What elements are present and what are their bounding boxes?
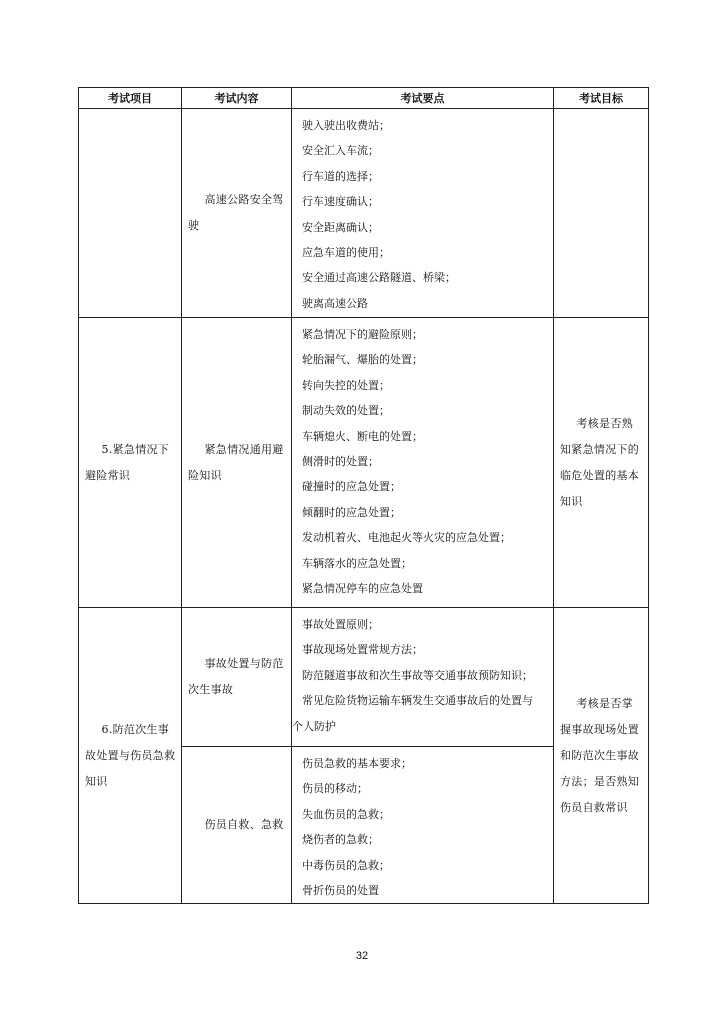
content-text: 伤员自救、急救 xyxy=(204,818,284,832)
table-row xyxy=(79,608,649,747)
goal-text: 考核是否熟知紧急情况下的临危处置的基本知识 xyxy=(560,416,640,508)
point-item: 安全距离确认； xyxy=(302,220,379,234)
point-item: 制动失效的处置； xyxy=(302,404,390,418)
content-text: 事故处置与防范次生事故 xyxy=(188,657,284,696)
point-item: 失血伤员的急救； xyxy=(302,807,390,821)
point-item: 发动机着火、电池起火等火灾的应急处置； xyxy=(302,531,511,545)
point-item: 车辆熄火、断电的处置； xyxy=(302,429,423,443)
point-item: 车辆落水的应急处置； xyxy=(302,556,412,570)
point-item: 应急车道的使用； xyxy=(302,246,390,260)
point-item: 转向失控的处置； xyxy=(302,378,390,392)
goal-cell xyxy=(554,318,649,608)
point-item: 侧滑时的处置； xyxy=(302,455,379,469)
point-item: 紧急情况下的避险原则； xyxy=(302,328,423,341)
point-item: 行车道的选择； xyxy=(302,169,379,183)
points-cell xyxy=(292,109,554,318)
point-item: 倾翻时的应急处置； xyxy=(302,505,401,519)
item-text: 6.防范次生事故处置与伤员急救知识 xyxy=(85,722,176,788)
point-item: 事故处置原则； xyxy=(302,618,379,631)
table-row xyxy=(79,109,649,318)
goal-text: 考核是否掌握事故现场处置和防范次生事故方法；是否熟知伤员自救常识 xyxy=(560,696,640,814)
point-item: 驶离高速公路 xyxy=(302,296,368,310)
content-cell xyxy=(182,747,292,904)
point-item: 中毒伤员的急救； xyxy=(302,858,390,872)
point-item: 驶入驶出收费站； xyxy=(302,119,390,132)
header-points: 考试要点 xyxy=(292,88,554,109)
goal-cell-empty xyxy=(554,109,649,318)
item-text: 5.紧急情况下避险常识 xyxy=(85,442,170,482)
point-item: 伤员的移动； xyxy=(302,782,368,796)
point-item: 防范隧道事故和次生事故等交通事故预防知识； xyxy=(302,668,533,682)
point-item: 骨折伤员的处置 xyxy=(302,884,379,898)
points-cell xyxy=(292,608,554,747)
content-text: 紧急情况通用避险知识 xyxy=(188,442,284,482)
point-item: 伤员急救的基本要求； xyxy=(302,757,412,770)
page-number: 32 xyxy=(355,950,369,962)
points-cell xyxy=(292,318,554,608)
point-item: 轮胎漏气、爆胎的处置； xyxy=(302,353,423,367)
item-cell xyxy=(79,608,182,904)
point-item: 常见危险货物运输车辆发生交通事故后的处置与 xyxy=(302,694,533,708)
point-item: 紧急情况停车的应急处置 xyxy=(302,582,423,596)
header-item: 考试项目 xyxy=(79,88,182,109)
content-cell xyxy=(182,608,292,747)
point-item: 事故现场处置常规方法； xyxy=(302,643,423,657)
point-item: 烧伤者的急救； xyxy=(302,833,379,847)
point-item: 碰撞时的应急处置； xyxy=(302,480,401,494)
content-cell xyxy=(182,318,292,608)
content-cell xyxy=(182,109,292,318)
point-item: 行车速度确认； xyxy=(302,195,379,209)
goal-cell xyxy=(554,608,649,904)
header-content: 考试内容 xyxy=(182,88,292,109)
table-row xyxy=(79,318,649,608)
points-cell xyxy=(292,747,554,904)
point-item: 安全汇入车流； xyxy=(302,144,379,158)
point-item: 安全通过高速公路隧道、桥梁； xyxy=(302,271,456,285)
item-cell-empty xyxy=(79,109,182,318)
header-row xyxy=(79,88,649,109)
item-cell xyxy=(79,318,182,608)
exam-table xyxy=(78,87,649,904)
point-item: 个人防护 xyxy=(292,719,336,733)
header-goal: 考试目标 xyxy=(554,88,649,109)
content-text: 高速公路安全驾驶 xyxy=(188,193,284,232)
